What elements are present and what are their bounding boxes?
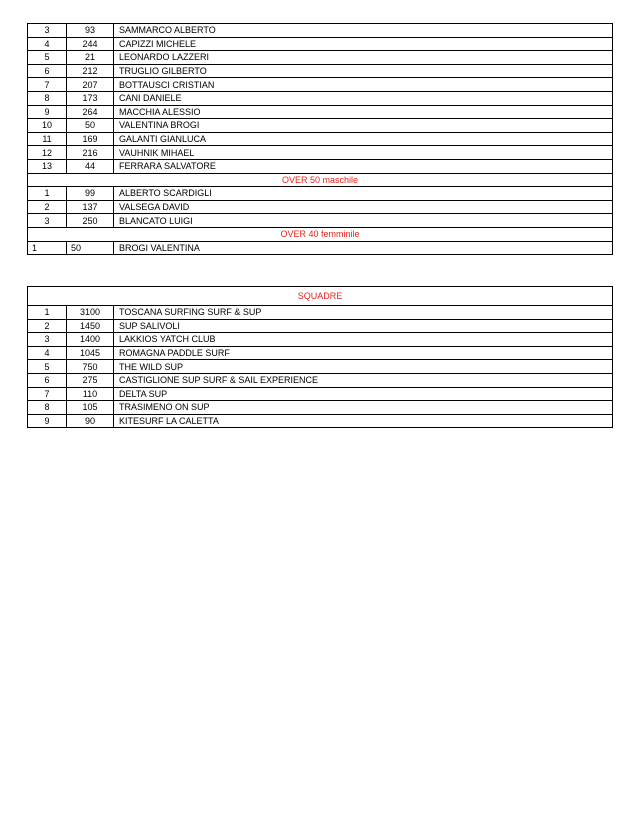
name-cell: LAKKIOS YATCH CLUB bbox=[114, 333, 613, 347]
points-cell: 105 bbox=[67, 401, 114, 415]
ranking-group-over40 bbox=[28, 241, 613, 255]
position-cell: 13 bbox=[28, 159, 67, 173]
name-cell: ALBERTO SCARDIGLI bbox=[114, 187, 613, 201]
table-row bbox=[28, 214, 613, 228]
section-header-row bbox=[28, 173, 613, 187]
table-row bbox=[28, 200, 613, 214]
position-cell: 4 bbox=[28, 37, 67, 51]
name-cell: GALANTI GIANLUCA bbox=[114, 132, 613, 146]
results-table-teams bbox=[27, 286, 613, 428]
position-cell: 7 bbox=[28, 78, 67, 92]
section-header-row bbox=[28, 227, 613, 241]
position-cell: 2 bbox=[28, 319, 67, 333]
points-cell: 110 bbox=[67, 387, 114, 401]
table-row bbox=[28, 414, 613, 428]
name-cell: BLANCATO LUIGI bbox=[114, 214, 613, 228]
name-cell: CASTIGLIONE SUP SURF & SAIL EXPERIENCE bbox=[114, 373, 613, 387]
points-cell: 93 bbox=[67, 24, 114, 38]
name-cell: BROGI VALENTINA bbox=[114, 241, 613, 255]
points-cell: 137 bbox=[67, 200, 114, 214]
points-cell: 207 bbox=[67, 78, 114, 92]
points-cell: 244 bbox=[67, 37, 114, 51]
section-title-over50: OVER 50 maschile bbox=[28, 173, 613, 187]
table-row bbox=[28, 333, 613, 347]
table-row bbox=[28, 78, 613, 92]
position-cell: 9 bbox=[28, 414, 67, 428]
name-cell: CANI DANIELE bbox=[114, 91, 613, 105]
section-over40 bbox=[28, 227, 613, 241]
name-cell: CAPIZZI MICHELE bbox=[114, 37, 613, 51]
points-cell: 169 bbox=[67, 132, 114, 146]
points-cell: 44 bbox=[67, 159, 114, 173]
table-row bbox=[28, 37, 613, 51]
table-row bbox=[28, 241, 613, 255]
table-row bbox=[28, 132, 613, 146]
points-cell: 264 bbox=[67, 105, 114, 119]
table-row bbox=[28, 64, 613, 78]
section-title-over40: OVER 40 femminile bbox=[28, 227, 613, 241]
table-row bbox=[28, 360, 613, 374]
position-cell: 6 bbox=[28, 373, 67, 387]
name-cell: TRUGLIO GILBERTO bbox=[114, 64, 613, 78]
table-row bbox=[28, 51, 613, 65]
section-title-squadre: SQUADRE bbox=[28, 287, 613, 306]
name-cell: KITESURF LA CALETTA bbox=[114, 414, 613, 428]
points-cell: 50 bbox=[67, 241, 114, 255]
table-row bbox=[28, 306, 613, 320]
position-cell: 3 bbox=[28, 24, 67, 38]
name-cell: TOSCANA SURFING SURF & SUP bbox=[114, 306, 613, 320]
points-cell: 3100 bbox=[67, 306, 114, 320]
table-row bbox=[28, 373, 613, 387]
position-cell: 10 bbox=[28, 119, 67, 133]
points-cell: 21 bbox=[67, 51, 114, 65]
points-cell: 250 bbox=[67, 214, 114, 228]
table-row bbox=[28, 346, 613, 360]
position-cell: 9 bbox=[28, 105, 67, 119]
position-cell: 1 bbox=[28, 306, 67, 320]
name-cell: FERRARA SALVATORE bbox=[114, 159, 613, 173]
table-row bbox=[28, 146, 613, 160]
position-cell: 2 bbox=[28, 200, 67, 214]
name-cell: THE WILD SUP bbox=[114, 360, 613, 374]
table-row bbox=[28, 319, 613, 333]
points-cell: 90 bbox=[67, 414, 114, 428]
points-cell: 99 bbox=[67, 187, 114, 201]
position-cell: 3 bbox=[28, 333, 67, 347]
position-cell: 12 bbox=[28, 146, 67, 160]
table-row bbox=[28, 24, 613, 38]
position-cell: 3 bbox=[28, 214, 67, 228]
results-table-individual bbox=[27, 23, 613, 255]
points-cell: 750 bbox=[67, 360, 114, 374]
position-cell: 5 bbox=[28, 360, 67, 374]
points-cell: 173 bbox=[67, 91, 114, 105]
table-row bbox=[28, 159, 613, 173]
position-cell: 5 bbox=[28, 51, 67, 65]
points-cell: 275 bbox=[67, 373, 114, 387]
position-cell: 6 bbox=[28, 64, 67, 78]
name-cell: LEONARDO LAZZERI bbox=[114, 51, 613, 65]
ranking-group-teams bbox=[28, 306, 613, 428]
points-cell: 212 bbox=[67, 64, 114, 78]
name-cell: MACCHIA ALESSIO bbox=[114, 105, 613, 119]
section-header-row bbox=[28, 287, 613, 306]
position-cell: 11 bbox=[28, 132, 67, 146]
table-row bbox=[28, 387, 613, 401]
position-cell: 1 bbox=[28, 187, 67, 201]
table-row bbox=[28, 119, 613, 133]
name-cell: VALENTINA BROGI bbox=[114, 119, 613, 133]
points-cell: 216 bbox=[67, 146, 114, 160]
table-row bbox=[28, 187, 613, 201]
ranking-group-main bbox=[28, 24, 613, 174]
name-cell: DELTA SUP bbox=[114, 387, 613, 401]
name-cell: SAMMARCO ALBERTO bbox=[114, 24, 613, 38]
position-cell: 8 bbox=[28, 91, 67, 105]
name-cell: TRASIMENO ON SUP bbox=[114, 401, 613, 415]
position-cell: 4 bbox=[28, 346, 67, 360]
position-cell: 1 bbox=[28, 241, 67, 255]
points-cell: 1400 bbox=[67, 333, 114, 347]
name-cell: ROMAGNA PADDLE SURF bbox=[114, 346, 613, 360]
name-cell: SUP SALIVOLI bbox=[114, 319, 613, 333]
table-row bbox=[28, 91, 613, 105]
name-cell: BOTTAUSCI CRISTIAN bbox=[114, 78, 613, 92]
points-cell: 1045 bbox=[67, 346, 114, 360]
position-cell: 8 bbox=[28, 401, 67, 415]
section-squadre bbox=[28, 287, 613, 306]
points-cell: 1450 bbox=[67, 319, 114, 333]
name-cell: VALSEGA DAVID bbox=[114, 200, 613, 214]
position-cell: 7 bbox=[28, 387, 67, 401]
ranking-group-over50 bbox=[28, 187, 613, 228]
table-row bbox=[28, 105, 613, 119]
section-over50 bbox=[28, 173, 613, 187]
table-row bbox=[28, 401, 613, 415]
name-cell: VAUHNIK MIHAEL bbox=[114, 146, 613, 160]
points-cell: 50 bbox=[67, 119, 114, 133]
